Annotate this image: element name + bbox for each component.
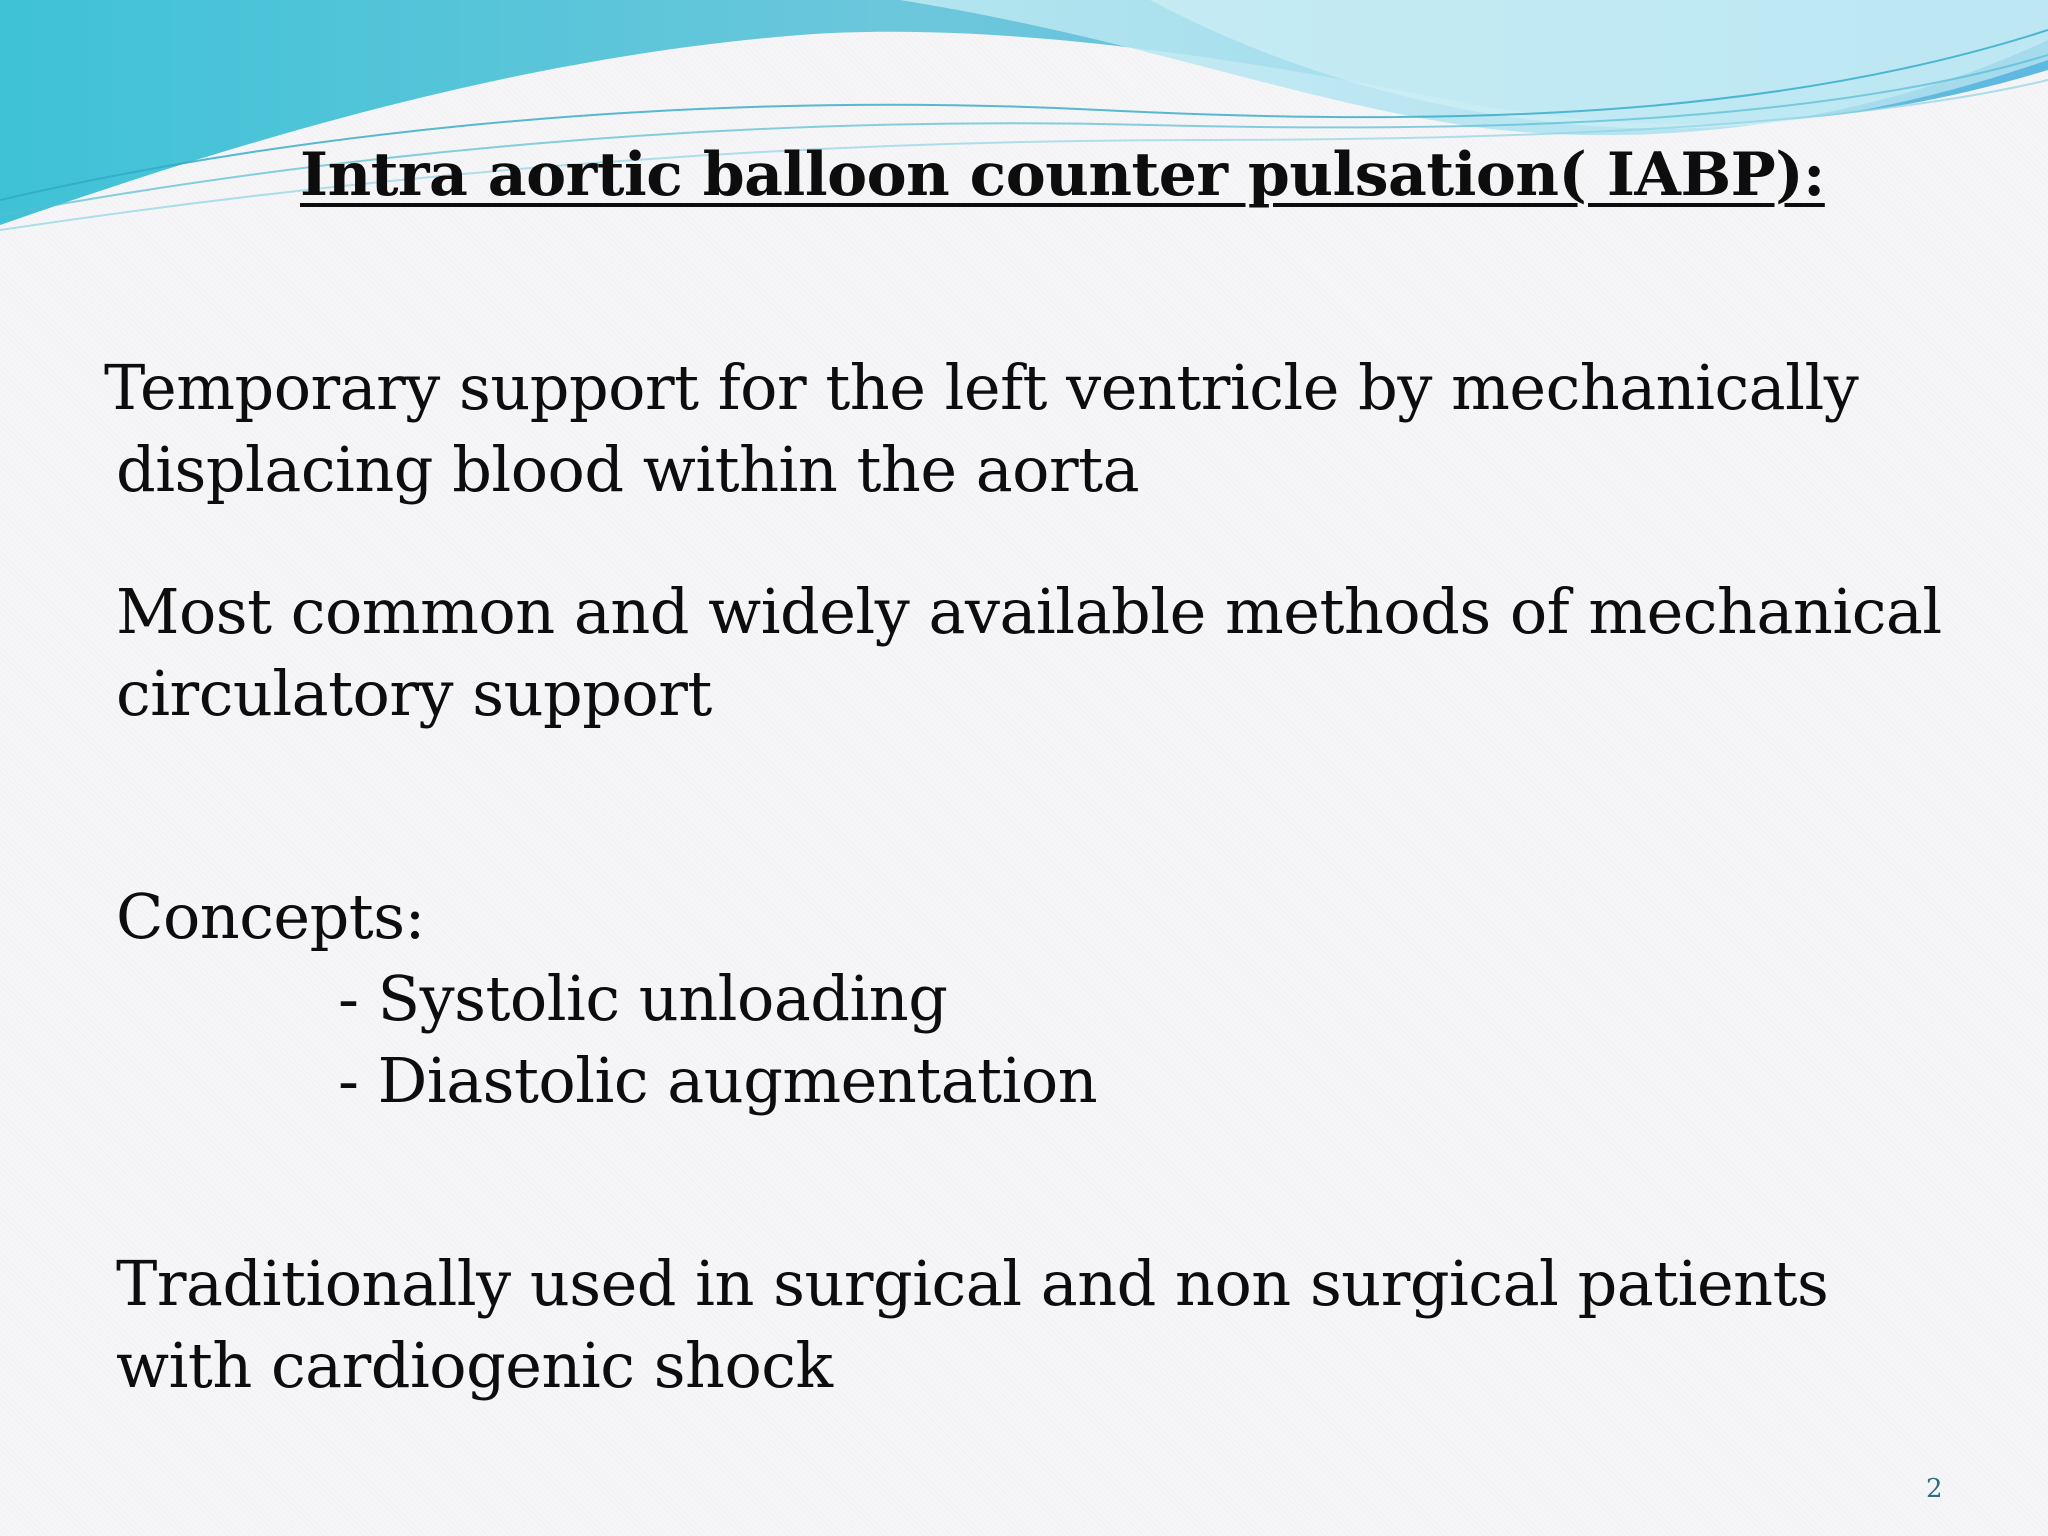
- concepts-block: [116, 876, 1097, 1122]
- concept-item: - Diastolic augmentation: [338, 1044, 1098, 1117]
- concept-item: - Systolic unloading: [338, 962, 948, 1035]
- paragraph-line: Temporary support for the left ventricle by mechanically: [104, 351, 1859, 424]
- paragraph-line: displacing blood within the aorta: [116, 433, 1140, 506]
- paragraph-most-common: [116, 571, 1942, 735]
- paragraph-traditionally-used: [116, 1243, 1828, 1407]
- concepts-heading: Concepts:: [116, 880, 425, 953]
- page-number: 2: [1926, 1474, 1943, 1504]
- paragraph-line: circulatory support: [116, 657, 712, 730]
- paragraph-temporary-support: [104, 347, 1858, 511]
- paragraph-line: with cardiogenic shock: [116, 1329, 833, 1402]
- slide-title: Intra aortic balloon counter pulsation( IABP):: [300, 140, 1825, 210]
- paragraph-line: Most common and widely available methods of mechanical: [116, 575, 1942, 648]
- paragraph-line: Traditionally used in surgical and non surgical patients: [116, 1247, 1829, 1320]
